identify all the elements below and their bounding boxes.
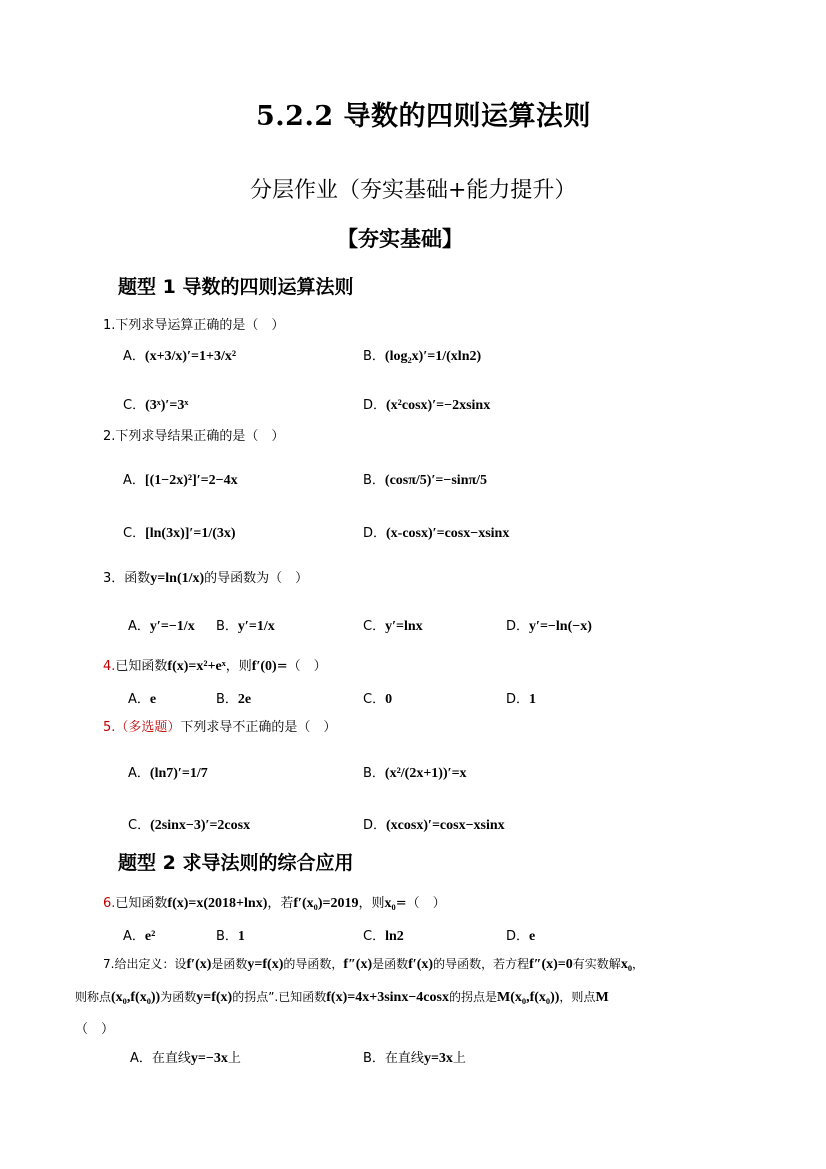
q4-option-c[interactable]: C．0 [363,692,393,707]
q3-option-c[interactable]: C．y′=lnx [363,619,423,634]
question-stem: 下列求导结果正确的是（ ） [115,429,285,444]
q6-option-a[interactable]: A．e² [123,929,156,944]
question-5: 5.（多选题）下列求导不正确的是（ ） [103,720,337,735]
q2-option-c[interactable]: C．[ln(3x)]′=1/(3x) [123,526,236,541]
question-7-line-1: 7.给出定义：设f′(x)是函数y=f(x)的导函数，f″(x)是函数f′(x)的导函数，若方程f″(x)=0有实数解x₀， [103,957,645,972]
q5-option-c[interactable]: C．(2sinx−3)′=2cosx [128,818,251,833]
heading-type-2: 题型 2 求导法则的综合应用 [118,852,354,874]
heading-type-1: 题型 1 导数的四则运算法则 [118,276,354,298]
question-7-line-3: （ ） [75,1022,115,1037]
question-number: 1. [103,318,116,333]
multi-select-tag: （多选题） [115,720,181,735]
option-expr: (log₂x)′=1/(xln2) [384,349,482,364]
question-stem: 下列求导运算正确的是（ ） [115,318,285,333]
q5-option-b[interactable]: B．(x²/(2x+1))′=x [363,766,467,781]
q6-option-c[interactable]: C．ln2 [363,929,404,944]
q2-option-d[interactable]: D．(x-cosx)′=cosx−xsinx [363,526,510,541]
question-3: 3．函数y=ln(1/x)的导函数为（ ） [103,571,309,586]
option-expr: (x-cosx)′=cosx−xsinx [386,526,510,541]
q3-option-a[interactable]: A．y′=−1/x [128,619,195,634]
q5-option-a[interactable]: A．(ln7)′=1/7 [128,766,208,781]
question-6: 6.已知函数f(x)=x(2018+lnx)，若f′(x₀)=2019，则x₀=（ ） [103,896,446,911]
option-expr: (x+3/x)′=1+3/x² [144,349,237,364]
q3-option-d[interactable]: D．y′=−ln(−x) [506,619,592,634]
q2-option-a[interactable]: A．[(1−2x)²]′=2−4x [123,473,238,488]
page-subtitle: 分层作业（夯实基础+能力提升） [250,178,577,203]
section-label: 【夯实基础】 [337,226,463,251]
q1-option-c[interactable]: C．(3ˣ)′=3ˣ [123,398,189,413]
question-7-line-2: 则称点(x₀,f(x₀))为函数y=f(x)的拐点”.已知函数f(x)=4x+3sinx−4cosx的拐点是M(x₀,f(x₀))，则点M [75,990,609,1005]
option-expr: [ln(3x)]′=1/(3x) [145,526,236,541]
q3-option-b[interactable]: B．y′=1/x [216,619,275,634]
q1-option-a[interactable]: A．(x+3/x)′=1+3/x² [123,349,237,364]
q4-option-a[interactable]: A．e [128,692,157,707]
q7-option-b[interactable]: B．在直线y=3x上 [363,1051,466,1066]
q4-option-b[interactable]: B．2e [216,692,252,707]
question-1 [103,314,284,333]
question-2 [103,425,284,444]
q1-option-b[interactable]: B．(log₂x)′=1/(xln2) [363,349,482,364]
option-expr: (x²cosx)′=−2xsinx [386,398,491,413]
q1-option-d[interactable]: D．(x²cosx)′=−2xsinx [363,398,491,413]
q4-option-d[interactable]: D．1 [506,692,537,707]
q6-option-b[interactable]: B．1 [216,929,245,944]
q7-option-a[interactable]: A．在直线y=−3x上 [130,1051,241,1066]
q2-option-b[interactable]: B．(cosπ/5)′=−sinπ/5 [363,473,488,488]
option-expr: (3ˣ)′=3ˣ [145,398,189,413]
q6-option-d[interactable]: D．e [506,929,536,944]
option-expr: (cosπ/5)′=−sinπ/5 [384,473,488,488]
question-4: 4.已知函数f(x)=x²+eˣ，则f′(0)=（ ） [103,659,327,674]
page-title: 5.2.2 导数的四则运算法则 [256,101,592,132]
question-number: 2. [103,429,116,444]
option-expr: [(1−2x)²]′=2−4x [144,473,238,488]
q5-option-d[interactable]: D．(xcosx)′=cosx−xsinx [363,818,505,833]
